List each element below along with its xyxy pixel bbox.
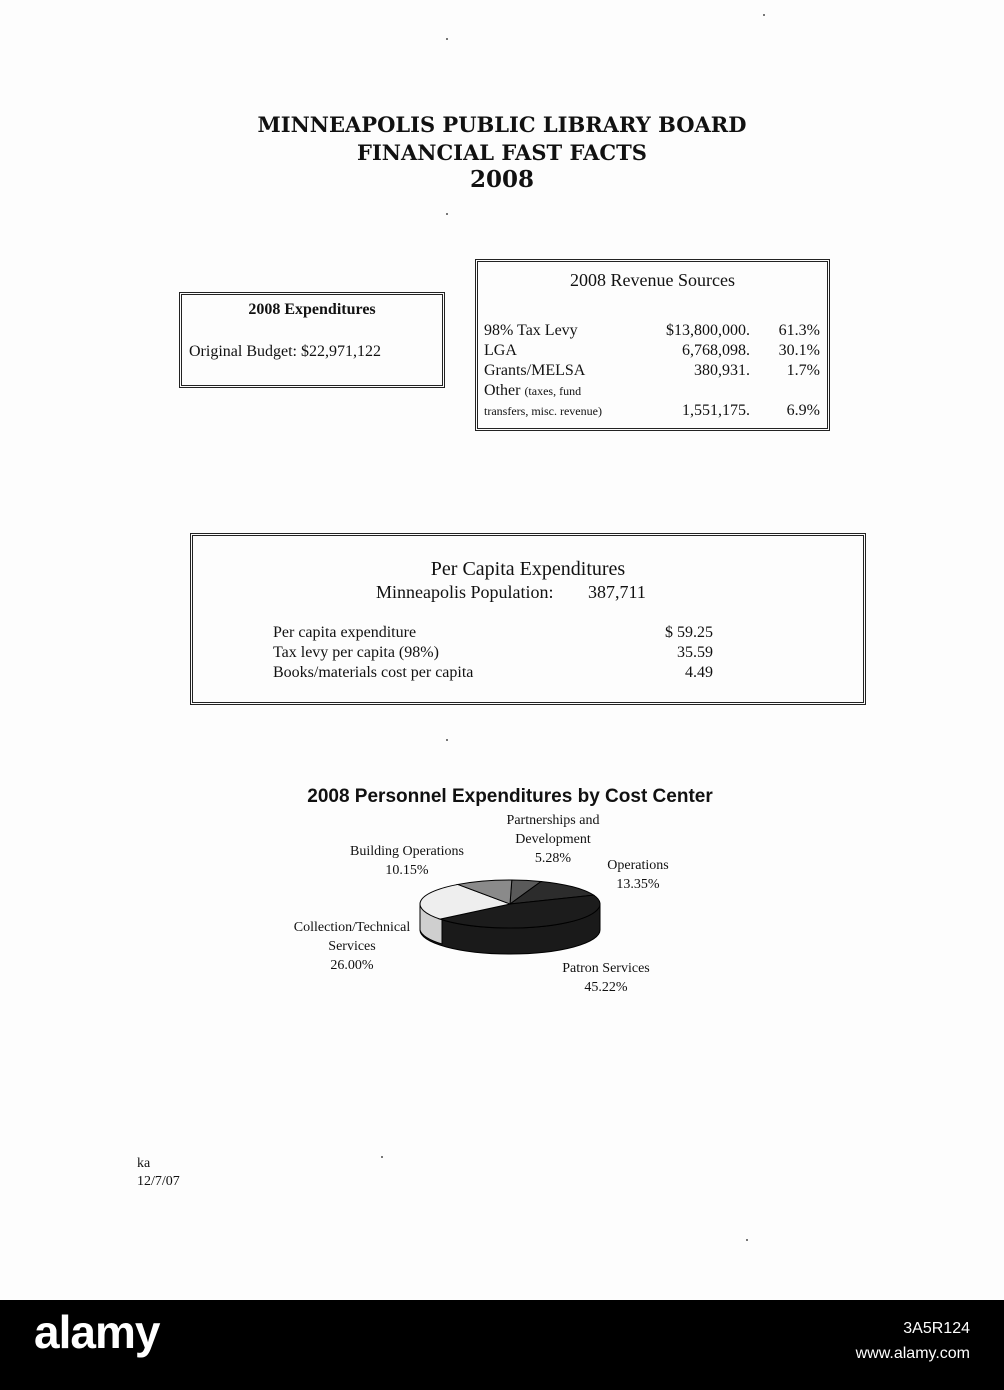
revenue-amount: 1,551,175. (682, 402, 750, 419)
expenditures-title: 2008 Expenditures (248, 301, 376, 318)
label-collection-technical: Collection/Technical Services 26.00% (293, 920, 411, 973)
watermark-logo: alamy (34, 1306, 160, 1358)
revenue-row (484, 362, 822, 381)
per-capita-label: Per capita expenditure (273, 624, 417, 641)
label-building-operations: Building Operations 10.15% (350, 844, 464, 878)
revenue-row (484, 342, 822, 361)
title-line-2: FINANCIAL FAST FACTS (357, 140, 647, 165)
label-operations: Operations 13.35% (607, 858, 669, 892)
revenue-amount: 380,931. (694, 362, 750, 379)
revenue-amount: 6,768,098. (682, 342, 750, 359)
population-value: 387,711 (588, 582, 646, 602)
per-capita-value: 4.49 (685, 664, 713, 681)
expenditures-box (179, 292, 445, 388)
scan-speck (746, 1239, 748, 1241)
revenue-source: Grants/MELSA (484, 362, 586, 379)
title-year: 2008 (469, 166, 534, 193)
per-capita-value: $ 59.25 (665, 624, 713, 641)
footer-initials: ka (137, 1156, 151, 1171)
revenue-box (475, 259, 830, 431)
revenue-source-note-2: transfers, misc. revenue) (484, 404, 602, 418)
revenue-source: LGA (484, 342, 517, 359)
revenue-source: 98% Tax Levy (484, 322, 578, 339)
revenue-percent: 61.3% (778, 322, 820, 339)
label-patron-services: Patron Services 45.22% (562, 961, 650, 995)
title-line-1: MINNEAPOLIS PUBLIC LIBRARY BOARD (257, 112, 747, 137)
footer-date: 12/7/07 (137, 1174, 180, 1189)
chart-title: 2008 Personnel Expenditures by Cost Center (307, 786, 713, 807)
revenue-percent: 1.7% (786, 362, 820, 379)
per-capita-value: 35.59 (677, 644, 713, 661)
per-capita-title: Per Capita Expenditures (430, 558, 626, 580)
revenue-amount: $13,800,000. (666, 322, 750, 339)
scan-speck (446, 38, 448, 40)
revenue-percent: 6.9% (786, 402, 820, 419)
population-label: Minneapolis Population: (376, 582, 554, 602)
revenue-row (484, 382, 822, 401)
pie-chart (400, 870, 620, 970)
per-capita-label: Books/materials cost per capita (273, 664, 474, 681)
per-capita-label: Tax levy per capita (98%) (273, 644, 439, 661)
label-partnerships: Partnerships and Development 5.28% (506, 813, 600, 866)
scan-speck (446, 213, 448, 215)
population-line (376, 582, 646, 603)
revenue-source: Other (484, 382, 521, 399)
scan-speck (446, 739, 448, 741)
revenue-row (484, 322, 822, 341)
original-budget: Original Budget: $22,971,122 (189, 343, 381, 360)
watermark-image-id: 3A5R124 (903, 1320, 970, 1337)
watermark-url: www.alamy.com (855, 1345, 970, 1362)
revenue-source-note: (taxes, fund (524, 384, 582, 398)
revenue-title: 2008 Revenue Sources (570, 270, 735, 290)
revenue-row (484, 402, 822, 421)
per-capita-box (190, 533, 866, 705)
scan-speck (381, 1156, 383, 1158)
scan-speck (763, 14, 765, 16)
revenue-percent: 30.1% (778, 342, 820, 359)
